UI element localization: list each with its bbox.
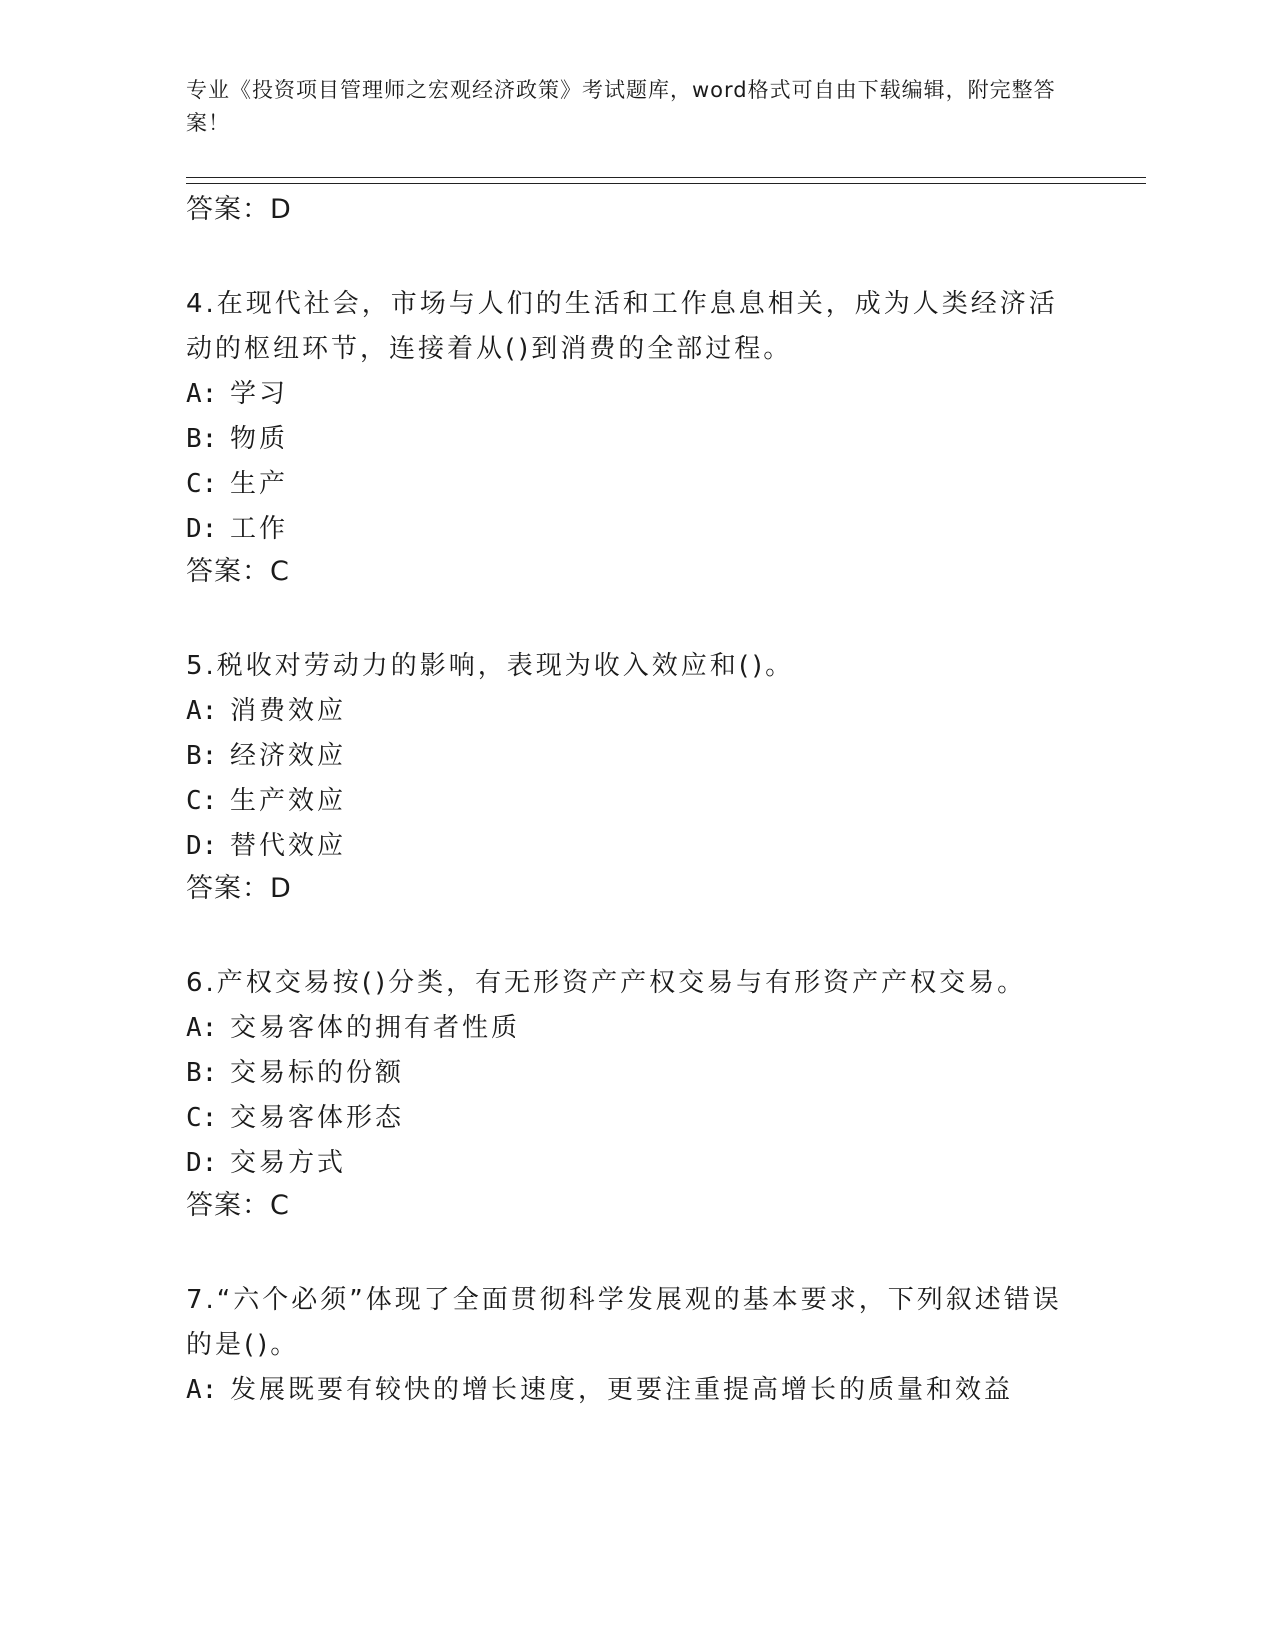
answer-line: 答案：D — [186, 873, 292, 904]
question-item — [186, 961, 1086, 1226]
option-text: 交易标的份额 — [230, 1058, 405, 1088]
option-key: B: — [186, 424, 218, 454]
answer-line: 答案：C — [186, 1190, 290, 1221]
option-text: 生产 — [230, 469, 289, 499]
option-b — [186, 734, 1086, 779]
option-d — [186, 824, 1086, 869]
option-key: D: — [186, 514, 218, 544]
option-c — [186, 462, 1086, 507]
option-d — [186, 507, 1086, 552]
option-key: A: — [186, 1013, 218, 1043]
option-text: 学习 — [230, 379, 289, 409]
option-text: 交易客体形态 — [230, 1103, 405, 1133]
question-item — [186, 282, 1086, 592]
option-key: D: — [186, 831, 218, 861]
option-key: B: — [186, 741, 218, 771]
option-d — [186, 1141, 1086, 1186]
question-stem: 5.税收对劳动力的影响，表现为收入效应和()。 — [186, 651, 795, 681]
question-stem: 4.在现代社会，市场与人们的生活和工作息息相关，成为人类经济活动的枢纽环节，连接着从()到消费的全部过程。 — [186, 289, 1058, 364]
header-divider-top — [186, 177, 1146, 178]
option-key: C: — [186, 1103, 218, 1133]
document-header: 专业《投资项目管理师之宏观经济政策》考试题库，word格式可自由下载编辑，附完整答案！ — [186, 78, 1056, 135]
option-key: C: — [186, 469, 218, 499]
question-stem: 7.“六个必须”体现了全面贯彻科学发展观的基本要求，下列叙述错误的是()。 — [186, 1285, 1062, 1360]
answer-line: 答案：D — [186, 194, 292, 225]
option-text: 交易客体的拥有者性质 — [230, 1013, 521, 1043]
option-c — [186, 779, 1086, 824]
header-divider-bottom — [186, 183, 1146, 184]
option-text: 物质 — [230, 424, 289, 454]
option-text: 生产效应 — [230, 786, 347, 816]
option-key: A: — [186, 696, 218, 726]
option-text: 经济效应 — [230, 741, 347, 771]
question-list — [186, 190, 1086, 1413]
option-key: D: — [186, 1148, 218, 1178]
question-item — [186, 644, 1086, 909]
option-text: 交易方式 — [230, 1148, 347, 1178]
option-key: A: — [186, 1375, 218, 1405]
option-key: A: — [186, 379, 218, 409]
option-a — [186, 1368, 1086, 1413]
answer-line: 答案：C — [186, 556, 290, 587]
option-text: 替代效应 — [230, 831, 347, 861]
option-text: 消费效应 — [230, 696, 347, 726]
question-stem: 6.产权交易按()分类，有无形资产产权交易与有形资产产权交易。 — [186, 968, 1027, 998]
option-a — [186, 1006, 1086, 1051]
option-a — [186, 372, 1086, 417]
option-a — [186, 689, 1086, 734]
option-b — [186, 417, 1086, 462]
option-text: 发展既要有较快的增长速度，更要注重提高增长的质量和效益 — [230, 1375, 1014, 1405]
option-text: 工作 — [230, 514, 289, 544]
option-b — [186, 1051, 1086, 1096]
option-key: C: — [186, 786, 218, 816]
option-key: B: — [186, 1058, 218, 1088]
question-item — [186, 1278, 1086, 1413]
option-c — [186, 1096, 1086, 1141]
